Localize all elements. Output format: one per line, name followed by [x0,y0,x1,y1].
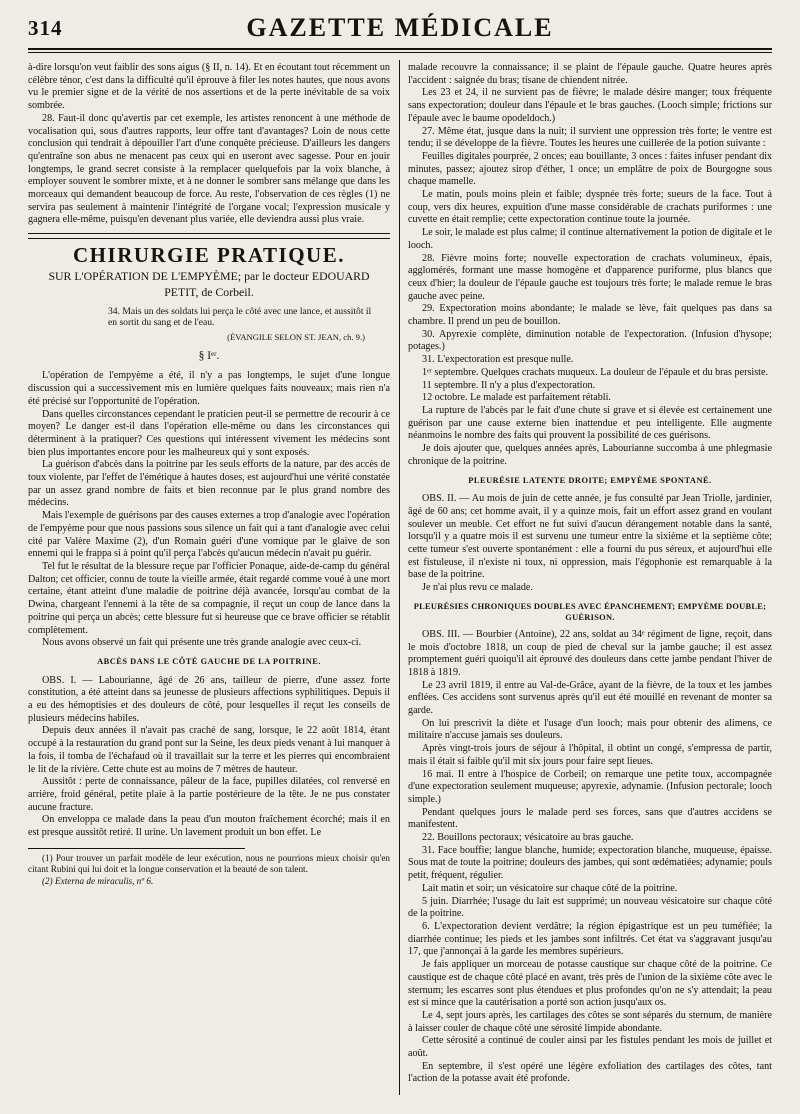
section-rule [28,233,390,234]
paragraph: Le 4, sept jours après, les cartilages des côtes se sont séparés du sternum, de manière à laisser couler de chaque côté une sérosité limpide abondante. [408,1009,772,1034]
paragraph: Je n'ai plus revu ce malade. [422,582,533,594]
article-title: SUR L'OPÉRATION DE L'EMPYÈME; par le docteur EDOUARD PETIT, de Corbeil. [48,268,370,299]
page-number: 314 [28,16,63,40]
paragraph: 28. Fièvre moins forte; nouvelle expectoration de crachats volumineux, épais, agglomérés, formant une masse homogène et d'apparence puriforme, plus blancs que ceux d'hier; la douleur de l'épaule gauche est toujours très forte; le malade remue le bras gauche avec peine. [408,252,772,302]
paragraph: 28. Faut-il donc qu'avertis par cet exemple, les artistes renoncent à une méthode de vocalisation qui, sous d'autres rapports, leur offre tant d'avantages? Loin de nous cette conclusion qui tendrait à dépouiller l'art d'une conquête précieuse. D'ailleurs les dangers qu'entraîne son abus ne menacent pas ceux qui en useront avec sagesse. Pour en jouir longtemps, le grand secret consiste à la remplacer quelquefois par la voix blanche, à employer souvent le sombrer mixte, et à ne donner le sombrer sans mélange que dans les morceaux qui demandent beaucoup de force. Au reste, l'observation de ces règles (1) ne servira pas seulement à maintenir l'intégrité de l'organe vocal; l'expression musicale y gagnera elle-même, puisqu'en devenant plus variée, elle deviendra aussi plus vraie. [28,112,390,226]
paragraph: L'opération de l'empyème a été, il n'y a pas longtemps, le sujet d'une longue discussion qui a successivement mis en lumière quelques faits nouveaux; mais rien n'a été précisé sur l'opportunité de l'opération. [28,370,390,407]
paragraph: malade recouvre la connaissance; il se plaint de l'épaule gauche. Quatre heures après l'accident : saignée du bras; tisane de chiendent nitrée. [408,62,772,86]
paragraph: 31. Face bouffie; langue blanche, humide; expectoration blanche, muqueuse, épaisse. Sous mat de toute la poitrine; douleurs des jambes, qui sont œdématiées; adynamie; pouls petit, fréquent, régulier. [408,844,772,882]
paragraph: 29. Expectoration moins abondante; le malade se lève, fait quelques pas dans sa chambre. Il prend un peu de bouillon. [408,303,772,328]
paragraph: En septembre, il s'est opéré une légère exfoliation des cartilages des côtes, tant l'action de la potasse avait été profonde. [408,1060,772,1085]
paragraph: 11 septembre. Il n'y a plus d'expectoration. [422,379,596,391]
journal-title: GAZETTE MÉDICALE [246,13,554,42]
footnote-rule [28,848,245,849]
left-column [28,62,390,1102]
paragraph: Après vingt-trois jours de séjour à l'hôpital, il obtint un congé, s'empressa de partir, mais il était si faible qu'il mit six jours pour faire sept lieues. [408,743,772,767]
paragraph: 22. Bouillons pectoraux; vésicatoire au bras gauche. [422,832,634,844]
paragraph: Les 23 et 24, il ne survient pas de fièvre; le malade désire manger; toux fréquente sans expectoration; douleur dans l'épaule et le bras gauches. (Looch simple; frictions sur l'épaule avec le baume opodeldoch.) [408,87,772,124]
paragraph: 30. Apyrexie complète, diminution notable de l'expectoration. (Infusion d'hysope; potages.) [408,328,772,353]
paragraph: Tel fut le résultat de la blessure reçue par l'officier Ponaque, aide-de-camp du général Dalton; cet officier, connu de toute la vieille armée, était regardé comme voué à une mort certaine, étant atteint d'une maladie de poitrine déjà avancée, lorsqu'au combat de la Dwina, chargeant l'ennemi à la tête de sa compagnie, il reçut un coup de lance dans la poitrine qui perça un abcès; cette blessure fut si heureuse que ce brave officier se rétablit complètement. [28,560,390,636]
paragraph: On enveloppa ce malade dans la peau d'un mouton fraîchement écorché; mais il en est presque aussitôt retiré. Il urine. Un lavement produit un bon effet. Le [28,814,390,839]
paragraph: à-dire lorsqu'on veut faiblir des sons aigus (§ II, n. 14). Et en écoutant tout récemment un célèbre ténor, c'est dans la difficulté qu'il éprouve à filer les notes hautes, que nous avons vu le premier signe et de la vérité de nos assertions et de la perte inévitable de sa voix sombrée. [28,62,390,112]
paragraph: OBS. I. — Labourianne, âgé de 26 ans, tailleur de pierre, d'une assez forte constitution, a été atteint dans sa jeunesse de plusieurs affections syphilitiques. Depuis il a eu des hémoptisies et des douleurs de côté, pour lesquelles il reçut les conseils de plusieurs médecins habiles. [28,674,390,724]
paragraph: 6. L'expectoration devient verdâtre; la région épigastrique est un peu tuméfiée; la diarrhée continue; les pieds et les jambes sont infiltrés. Cet état va s'aggravant jusqu'au 17, que j'annonçai à la garde les membres supérieurs. [408,921,772,958]
paragraph: 12 octobre. Le malade est parfaitement rétabli. [422,392,611,404]
paragraph: Depuis deux années il n'avait pas craché de sang, lorsque, le 22 août 1814, étant occupé à la restauration du grand pont sur la Seine, les deux pieds venant à lui manquer à la fois, il tomba de l'échafaud où il travaillait sur la terre et les pierres qui encombraient le lit de la rivière. Cette chute est au moins de 7 mètres de hauteur. [28,725,390,775]
paragraph: Le matin, pouls moins plein et faible; dyspnée très forte; sueurs de la face. Tout à coup, vers dix heures, expuition d'une masse considérable de crachats puriformes : une cuvette en était remplie; cette expectoration continue toute la journée. [408,189,772,226]
subheading: ABCÈS DANS LE CÔTÉ GAUCHE DE LA POITRINE. [97,656,321,666]
prescription: Feuilles digitales pourprée, 2 onces; eau bouillante, 3 onces : faites infuser pendant dix minutes, passez; ajoutez sirop d'éther, 1 once; un emplâtre de poix de Bourgogne sous chaque mamelle. [408,150,772,188]
paragraph: Pendant quelques jours le malade perd ses forces, sans que d'autres accidens se manifestent. [408,806,772,831]
footnote: (2) Externa de miraculis, nº 6. [42,875,154,886]
paragraph: Dans quelles circonstances cependant le praticien peut-il se permettre de recourir à ce moyen? Le danger est-il dans l'opération elle-même ou dans les circonstances qui déterminent à la pratiquer? Ces questions qui intéressent vivement les médecins sont bien plus importantes encore pour les malheureux qui y sont exposés. [28,408,390,458]
paragraph: 31. L'expectoration est presque nulle. [422,354,574,366]
paragraph: 27. Même état, jusque dans la nuit; il survient une oppression très forte; le ventre est tendu; il se développe de la fièvre. Toutes les heures une cuillerée de la potion suivante : [408,125,772,150]
paragraph: Nous avons observé un fait qui présente une très grande analogie avec ceux-ci. [42,637,362,649]
section-mark: § Iᵉʳ. [198,349,220,362]
paragraph: Mais l'exemple de guérisons par des causes externes a trop d'analogie avec l'opération de l'empyème pour que nous passions sous silence un fait qui a tant d'analogie avec celui cité par Valère Maxime (2), d'un Romain guéri d'une vomique par le glaive de son ennemi qui le frappa si à point qu'il perça l'abcès qu'aucun médecin n'avait pu guérir. [28,510,390,560]
paragraph: 1ᵉʳ septembre. Quelques crachats muqueux. La douleur de l'épaule et du bras persiste. [422,366,768,378]
paragraph: 16 mai. Il entre à l'hospice de Corbeil; on remarque une petite toux, accompagnée d'une expectoration seulement muqueuse; apyrexie, adynamie. (Infusion pectorale; looch simple.) [408,768,772,805]
paragraph: Aussitôt : perte de connaissance, pâleur de la face, pupilles dilatées, col renversé en arrière, froid général, petite plaie à la partie postérieure de la tête. Je ne pus constater aucune fracture. [28,776,390,813]
paragraph: Cette sérosité a continué de couler ainsi par les fistules pendant les mois de juillet et août. [408,1035,772,1060]
paragraph: OBS. III. — Bourbier (Antoine), 22 ans, soldat au 34ᵉ régiment de ligne, reçoit, dans le mois d'octobre 1818, un coup de pied de cheval sur la jambe gauche; il est assez promptement guéri quoiqu'il ait éprouvé des douleurs dans cette jambe pendant l'hiver de 1818 à 1819. [408,628,772,678]
paragraph: Le soir, le malade est plus calme; il continue alternativement la potion de digitale et le looch. [408,227,772,251]
paragraph: OBS. II. — Au mois de juin de cette année, je fus consulté par Jean Triolle, jardinier, âgé de 60 ans; cet homme avait, il y a quinze mois, fait un effort assez grand en voulant soulever un meuble. Cet effort ne fut suivi d'aucun dérangement notable dans la santé, lorsqu'il y a quatre mois il est survenu une tumeur entre la sixième et la septième côte; cette tumeur s'est ouverte spontanément : elle a fourni du pus séreux, et aujourd'hui elle est fistuleuse, il n'existe ni toux, ni oppression, mais l'égophonie est remarquable à la base de la poitrine. [408,493,772,581]
header-rule [28,48,772,50]
footnote: (1) Pour trouver un parfait modèle de leur exécution, nous ne pourrions mieux choisir qu'en citant Rubini qui lui doit et la longue conservation et la beauté de son talent. [28,852,390,875]
epigraph-source: (ÉVANGILE SELON ST. JEAN, ch. 9.) [227,332,365,343]
paragraph: La rupture de l'abcès par le fait d'une chute si grave et si élevée est certainement une guérison par une cause externe bien inattendue et peu intelligente. Elle augmente néanmoins le nombre des faits qui prouvent la possibilité de ces guérisons. [408,404,772,442]
column-divider [399,60,400,1095]
subheading: PLEURÉSIES CHRONIQUES DOUBLES AVEC ÉPANCHEMENT; EMPYÈME DOUBLE; GUÉRISON. [413,601,767,622]
section-rule [28,238,390,239]
paragraph: Lait matin et soir; un vésicatoire sur chaque côté de la poitrine. [422,882,678,894]
paragraph: Le 23 avril 1819, il entre au Val-de-Grâce, ayant de la fièvre, de la toux et les jambes enflées. Ces accidens sont survenus après qu'il eut été mouillé en revenant de monter sa garde. [408,679,772,717]
subheading: PLEURÉSIE LATENTE DROITE; EMPYÈME SPONTANÉ. [468,475,712,485]
paragraph: Je fais appliquer un morceau de potasse caustique sur chaque côté de la poitrine. Ce caustique est de chaque côté placé en avant, très près de l'union de la sixième côte avec le sternum; les escarres sont plus étendues et plus profondes qu'on ne s'y attendait; la peau est si mince que la cautérisation a porté son action jusqu'aux os. [408,959,772,1009]
header-rule-thin [28,52,772,53]
section-title: CHIRURGIE PRATIQUE. [73,243,345,268]
right-column [408,62,772,1102]
paragraph: La guérison d'abcès dans la poitrine par les seuls efforts de la nature, par des accès de toux violente, par l'effet de l'émétique à hautes doses, est aujourd'hui une vérité constatée par un assez grand nombre de faits et bien reconnue par le plus grand nombre des médecins. [28,459,390,509]
paragraph: Je dois ajouter que, quelques années après, Labourianne succomba à une phlegmasie chronique de la poitrine. [408,443,772,467]
epigraph: 34. Mais un des soldats lui perça le côté avec une lance, et aussitôt il en sortit du sang et de l'eau. [108,305,372,329]
paragraph: On lui prescrivit la diète et l'usage d'un looch; mais pour obtenir des alimens, ce militaire n'accuse jamais ses douleurs. [408,717,772,742]
paragraph: 5 juin. Diarrhée; l'usage du lait est supprimé; un nouveau vésicatoire sur chaque côté de la poitrine. [408,895,772,920]
